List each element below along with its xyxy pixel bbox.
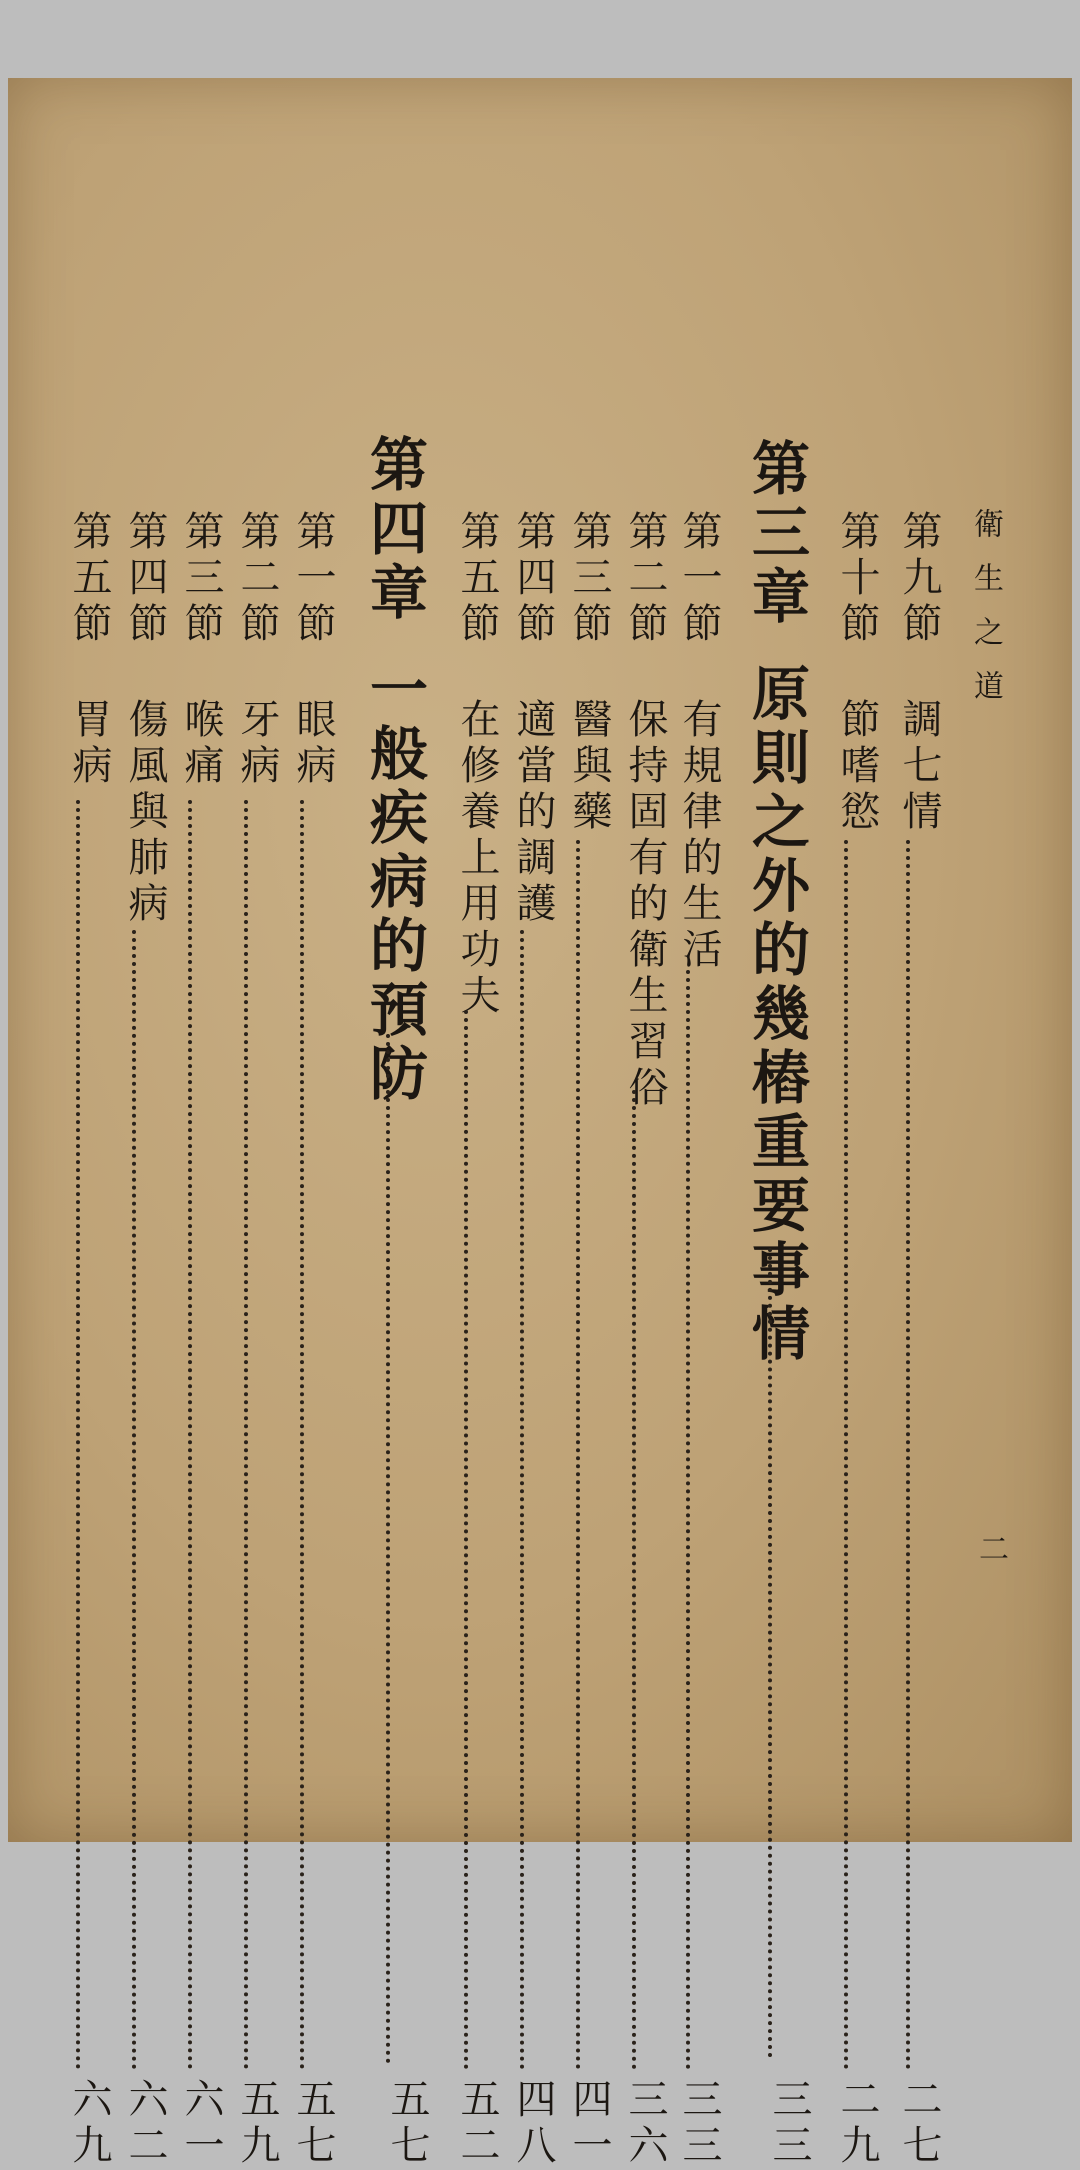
section-label: 第十節: [834, 510, 880, 648]
toc-chapter: [358, 434, 436, 2170]
section-label: 第一節: [290, 510, 336, 648]
section-label: 第一節: [676, 510, 722, 648]
section-label: 第五節: [454, 510, 500, 648]
page-number: 四一: [566, 2078, 612, 2170]
page-number: 四八: [510, 2078, 556, 2170]
page-number: 六九: [66, 2078, 112, 2170]
dot-leader: [686, 970, 690, 2070]
dot-leader: [132, 930, 136, 2070]
page-number: 五二: [454, 2078, 500, 2170]
chapter-title: 一般疾病的預防: [360, 659, 428, 1107]
entry-title: 醫與藥: [566, 698, 612, 836]
section-label: 第三節: [566, 510, 612, 648]
section-label: 第五節: [66, 510, 112, 648]
page-folio: 二: [973, 1533, 1008, 1569]
dot-leader: [300, 800, 304, 2070]
chapter-label: 第四章: [360, 434, 428, 626]
toc-entry: [502, 510, 562, 2170]
dot-leader: [464, 1010, 468, 2070]
page-number: 六一: [178, 2078, 224, 2170]
page-number: 三三: [766, 2078, 812, 2170]
dot-leader: [906, 840, 910, 2070]
toc-entry: [888, 510, 948, 2170]
section-label: 第四節: [122, 510, 168, 648]
chapter-label: 第三章: [742, 438, 810, 630]
book-page: [8, 78, 1072, 2170]
entry-title: 在修養上用功夫: [454, 698, 500, 1020]
toc-entry: [558, 510, 618, 2170]
page-number: 二七: [896, 2078, 942, 2170]
dot-leader: [244, 800, 248, 2070]
section-label: 第九節: [896, 510, 942, 648]
toc-entry: [226, 510, 286, 2170]
dot-leader: [188, 800, 192, 2070]
page-number: 五七: [290, 2078, 336, 2170]
entry-title: 有規律的生活: [676, 698, 722, 974]
page-number: 五七: [384, 2078, 430, 2170]
entry-title: 調七情: [896, 698, 942, 836]
entry-title: 眼病: [290, 698, 336, 790]
toc-chapter: [740, 438, 818, 2170]
toc-entry: [58, 510, 118, 2170]
section-label: 第四節: [510, 510, 556, 648]
entry-title: 胃病: [66, 698, 112, 790]
dot-leader: [76, 800, 80, 2070]
entry-title: 牙病: [234, 698, 280, 790]
entry-title: 適當的調護: [510, 698, 556, 928]
dot-leader: [632, 1090, 636, 2070]
entry-title: 節嗜慾: [834, 698, 880, 836]
entry-title: 傷風與肺病: [122, 698, 168, 928]
dot-leader: [576, 840, 580, 2070]
entry-title: 喉痛: [178, 698, 224, 790]
toc-entry: [170, 510, 230, 2170]
toc-entry: [446, 510, 506, 2170]
entry-title: 保持固有的衛生習俗: [622, 698, 668, 1112]
toc-entry: [614, 510, 674, 2170]
page-number: 三六: [622, 2078, 668, 2170]
toc-entry: [114, 510, 174, 2170]
toc-entry: [668, 510, 728, 2170]
dot-leader: [386, 1034, 390, 2064]
page-number: 二九: [834, 2078, 880, 2170]
dot-leader: [768, 1248, 772, 2058]
toc-entry: [282, 510, 342, 2170]
dot-leader: [520, 930, 524, 2070]
section-label: 第二節: [234, 510, 280, 648]
section-label: 第二節: [622, 510, 668, 648]
page-number: 三三: [676, 2078, 722, 2170]
toc-entry: [826, 510, 886, 2170]
running-title: 衛生之道: [968, 508, 1003, 724]
chapter-title: 原則之外的幾樁重要事情: [742, 663, 810, 1367]
page-number: 五九: [234, 2078, 280, 2170]
dot-leader: [844, 840, 848, 2070]
section-label: 第三節: [178, 510, 224, 648]
page-number: 六二: [122, 2078, 168, 2170]
